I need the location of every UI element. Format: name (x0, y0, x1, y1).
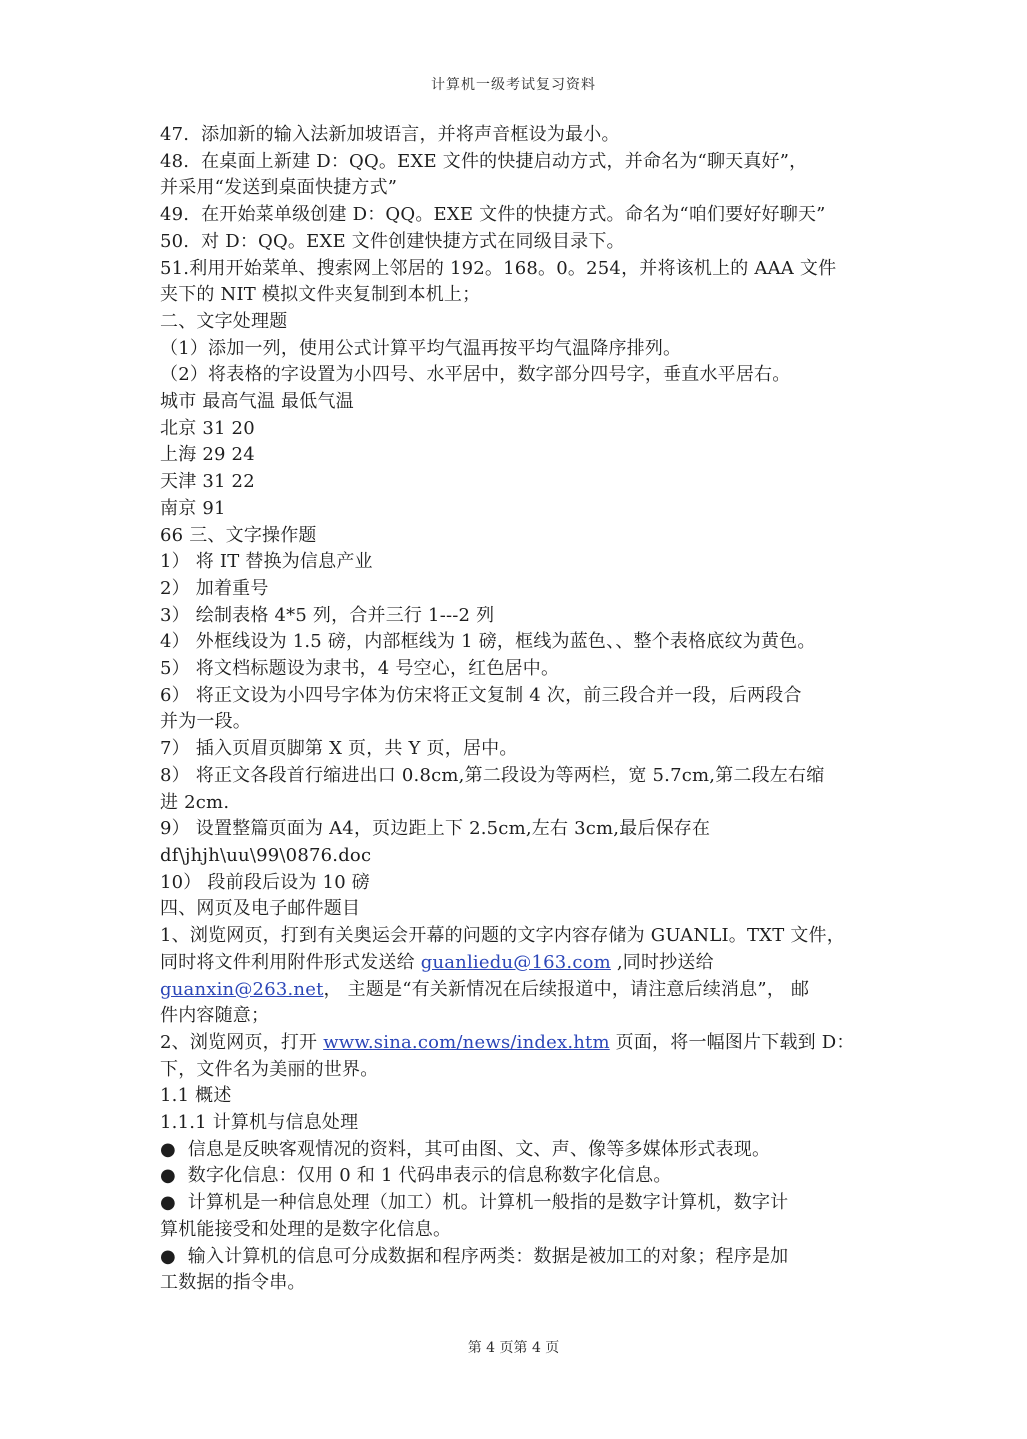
text-line: 下，文件名为美丽的世界。 (160, 1058, 379, 1080)
text-line: 49. 在开始菜单级创建 D：QQ。EXE 文件的快捷方式。命名为“咱们要好好聊天” (160, 204, 826, 226)
text-span: ， 主题是“有关新情况在后续报道中，请注意后续消息”， 邮 (323, 978, 810, 1000)
table-header-line: 城市 最高气温 最低气温 (160, 391, 354, 413)
list-item: 4） 外框线设为 1.5 磅，内部框线为 1 磅，框线为蓝色、、整个表格底纹为黄色。 (160, 631, 816, 653)
section-heading: 四、网页及电子邮件题目 (160, 898, 361, 920)
text-line: 算机能接受和处理的是数字化信息。 (160, 1218, 452, 1240)
list-item: 8） 将正文各段首行缩进出口 0.8cm,第二段设为等两栏，宽 5.7cm,第二段左右缩 (160, 764, 825, 786)
bullet-item: ● 数字化信息：仅用 0 和 1 代码串表示的信息称数字化信息。 (160, 1165, 672, 1187)
section-heading: 二、文字处理题 (160, 310, 288, 332)
text-line: 件内容随意； (160, 1005, 270, 1027)
section-heading: 1.1.1 计算机与信息处理 (160, 1112, 359, 1134)
url-link-sina[interactable]: www.sina.com/news/index.htm (323, 1031, 610, 1053)
text-line: 48. 在桌面上新建 D：QQ。EXE 文件的快捷启动方式，并命名为“聊天真好”， (160, 150, 808, 172)
list-item: 3） 绘制表格 4*5 列，合并三行 1---2 列 (160, 604, 495, 626)
email-link-guanliedu[interactable]: guanliedu@163.com (420, 951, 611, 973)
text-line: 工数据的指令串。 (160, 1272, 306, 1294)
bullet-item: ● 输入计算机的信息可分成数据和程序两类：数据是被加工的对象；程序是加 (160, 1245, 789, 1267)
text-span: 页面，将一幅图片下载到 D： (609, 1031, 855, 1053)
bullet-item: ● 计算机是一种信息处理（加工）机。计算机一般指的是数字计算机，数字计 (160, 1192, 789, 1214)
list-item: 10） 段前段后设为 10 磅 (160, 871, 370, 893)
list-item: 7） 插入页眉页脚第 X 页，共 Y 页，居中。 (160, 738, 518, 760)
bullet-item: ● 信息是反映客观情况的资料，其可由图、文、声、像等多媒体形式表现。 (160, 1138, 771, 1160)
text-line: 夹下的 NIT 模拟文件夹复制到本机上； (160, 284, 481, 306)
table-row-line: 北京 31 20 (160, 417, 255, 439)
section-heading: 1.1 概述 (160, 1085, 232, 1107)
list-item: 6） 将正文设为小四号字体为仿宋将正文复制 4 次，前三段合并一段，后两段合 (160, 684, 802, 706)
text-line: 1、浏览网页，打到有关奥运会开幕的问题的文字内容存储为 GUANLI。TXT 文件， (160, 925, 845, 947)
text-span: 2、浏览网页，打开 (160, 1031, 324, 1053)
text-line (160, 1030, 890, 1057)
table-row-line: 天津 31 22 (160, 471, 255, 493)
list-item: 9） 设置整篇页面为 A4，页边距上下 2.5cm,左右 3cm,最后保存在 (160, 818, 711, 840)
list-item: 2） 加着重号 (160, 577, 269, 599)
text-line: （1）添加一列，使用公式计算平均气温再按平均气温降序排列。 (160, 337, 682, 359)
text-line: （2）将表格的字设置为小四号、水平居中，数字部分四号字，垂直水平居右。 (160, 364, 791, 386)
list-item: 1） 将 IT 替换为信息产业 (160, 551, 373, 573)
document-body (160, 122, 890, 1297)
page-footer: 第 4 页第 4 页 (467, 1340, 560, 1356)
table-row-line: 上海 29 24 (160, 444, 255, 466)
email-link-guanxin[interactable]: guanxin@263.net (160, 978, 324, 1000)
text-line: 50. 对 D：QQ。EXE 文件创建快捷方式在同级目录下。 (160, 230, 625, 252)
text-span: ,同时抄送给 (610, 951, 714, 973)
text-line: 47. 添加新的输入法新加坡语言，并将声音框设为最小。 (160, 124, 620, 145)
text-line: 51.利用开始菜单、搜索网上邻居的 192。168。0。254，并将该机上的 AAA 文件 (160, 257, 837, 279)
text-line (160, 950, 890, 977)
page-header: 计算机一级考试复习资料 (431, 77, 596, 93)
text-line: 并为一段。 (160, 711, 251, 733)
text-line: df\jhjh\uu\99\0876.doc (160, 844, 372, 866)
text-span: 同时将文件利用附件形式发送给 (160, 951, 421, 973)
text-line: 进 2cm. (160, 791, 230, 813)
list-item: 5） 将文档标题设为隶书，4 号空心，红色居中。 (160, 658, 560, 680)
text-line: 并采用“发送到桌面快捷方式” (160, 177, 398, 199)
text-line (160, 977, 890, 1004)
section-heading: 66 三、文字操作题 (160, 524, 317, 546)
table-row-line: 南京 91 (160, 497, 226, 519)
